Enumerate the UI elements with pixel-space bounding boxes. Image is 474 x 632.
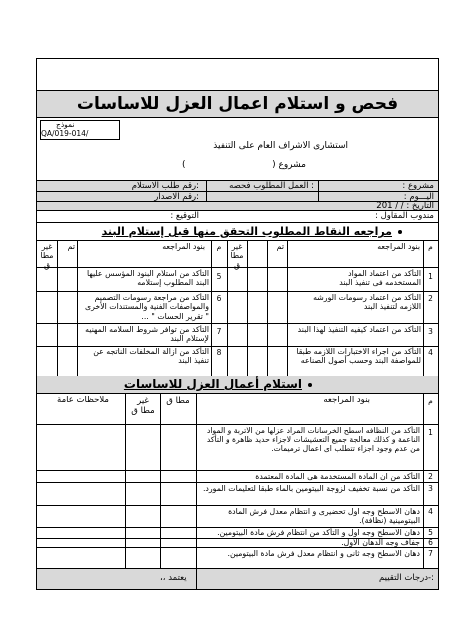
info-work-requested: : العمل المطلوب فحصه bbox=[229, 181, 314, 191]
project-label: مشروع ( bbox=[272, 160, 306, 170]
section1-title: مراجعه النقاط المطلوب التحقق منها قبل إستلام البند bbox=[102, 225, 402, 238]
s1-row-text: التأكد من ازالة المخلفات الناتجه عن تنفيذ البند bbox=[93, 347, 209, 366]
s2-row-num: 3 bbox=[428, 484, 433, 493]
s2-row-num: 4 bbox=[428, 507, 433, 516]
s2-row-num: 1 bbox=[428, 428, 433, 437]
s1-header-yes-left: تم bbox=[67, 242, 75, 251]
s2-row-text: التأكد من نسبة تخفيف لزوجة البيتومين بالماء طبقا لتعليمات المورد. bbox=[202, 484, 420, 493]
s1-header-num-right: م bbox=[428, 242, 433, 251]
s1-header-items-left: بنود المراجعه bbox=[162, 242, 205, 251]
s1-row-num: 4 bbox=[428, 348, 433, 357]
s2-row-text: جفاف وجه الدهان الاول. bbox=[341, 538, 420, 547]
s1-row-text: التأكد من مراجعة رسومات التصميم والمواصفات الفنية والمستندات الأخرى " تقرير الحسات " ... bbox=[84, 293, 209, 321]
footer-bar bbox=[37, 569, 438, 589]
s2-header-items: بنود المراجعه bbox=[323, 396, 370, 405]
s2-row-num: 2 bbox=[428, 472, 433, 481]
s1-row-text: التأكد من اعتماد المواد المستخدمه فى تنفيذ البند bbox=[339, 269, 421, 288]
s1-row-num: 8 bbox=[216, 348, 222, 357]
section2-title: استلام أعمال العزل للاساسات bbox=[124, 377, 312, 391]
form-code: QA/019-014/ bbox=[41, 129, 89, 138]
s2-row-num: 7 bbox=[428, 549, 433, 558]
s1-header-items-right: بنود المراجعه bbox=[377, 242, 420, 251]
info-day: اليـــوم : bbox=[403, 192, 434, 202]
s1-row-num: 7 bbox=[216, 327, 222, 336]
s1-header-no-right: غير مطا ق bbox=[230, 242, 244, 270]
s1-row-num: 6 bbox=[216, 294, 222, 303]
s1-row-num: 2 bbox=[428, 294, 433, 303]
s2-row-text: دهان الاسطح وجه اول تحضيرى و انتظام معدل فرش المادة البيتومينية (نظافة). bbox=[228, 507, 420, 526]
info-project: مشروع : bbox=[402, 181, 434, 191]
s2-row-text: التأكد من النظافه اسطح الخرسانات المراد عزلها من الاتربة و المواد الناعمة و كذلك معالجة جميع التعشيشات لاجزاء حديد ظاهرة و التأكد من عدم وجود اجزاء تتطلب اى اعمال ترميمات. bbox=[206, 426, 420, 453]
s2-header-notes: ملاحظات عامة bbox=[57, 396, 109, 405]
s2-row-text: التأكد من ان المادة المستخدمة هى المادة المعتمدة bbox=[255, 472, 420, 481]
s2-row-text: دهان الاسطح وجه اول و التأكد من انتظام فرش مادة البيتومين. bbox=[217, 528, 420, 537]
s2-row-num: 6 bbox=[428, 538, 433, 547]
s1-row-text: التأكد من اجراء الاختبارات اللازمه طبقا للمواصفة البند وحسب أصول الصناعه bbox=[296, 347, 421, 366]
s1-row-text: التأكد من اعتماد كيفيه التنفيذ لهذا البند bbox=[297, 325, 421, 334]
bullet-icon bbox=[308, 383, 312, 387]
info-request-no: :رقم طلب الاستلام bbox=[131, 181, 199, 191]
s1-row-text: التأكد من اعتماد رسومات الورشه اللازمه لتنفيذ البند bbox=[313, 293, 421, 312]
rating-label: :-درجات التقييم bbox=[379, 573, 434, 583]
s1-row-text: التأكد من استلام البنود المؤسس عليها البند المطلوب إستلامه bbox=[87, 269, 209, 288]
s1-header-num-left: م bbox=[216, 242, 222, 251]
s2-row-text: دهان الاسطح وجه ثانى و انتظام معدل فرش مادة البيتومين. bbox=[227, 549, 420, 558]
s1-header-no-left: غير مطا ق bbox=[40, 242, 54, 270]
info-issue-no: :رقم الاصدار bbox=[154, 192, 199, 202]
form-label: نموذج bbox=[56, 120, 75, 129]
info-contractor-rep: مندوب المقاول : bbox=[375, 211, 434, 221]
page-title: فحص و استلام اعمال العزل للاساسات bbox=[76, 94, 399, 114]
s2-header-match: مطا ق bbox=[166, 396, 190, 406]
s1-row-num: 3 bbox=[428, 327, 433, 336]
info-date: التاريخ : / / 201 bbox=[376, 201, 434, 211]
s1-header-yes-right: تم bbox=[276, 242, 284, 251]
approved-label: يعتمد ،، bbox=[160, 573, 187, 583]
project-close: ) bbox=[182, 160, 186, 170]
s1-row-num: 1 bbox=[428, 272, 433, 281]
s1-row-num: 5 bbox=[216, 272, 222, 281]
consultant-line: استشارى الاشراف العام على التنفيذ bbox=[213, 141, 348, 151]
s2-header-num: م bbox=[428, 396, 433, 405]
s2-row-num: 5 bbox=[428, 528, 433, 537]
s1-row-text: التأكد من توافر شروط السلامه المهنيه لإستلام البند bbox=[85, 325, 209, 344]
s2-header-nomatch: غير مطا ق bbox=[131, 396, 155, 416]
bullet-icon bbox=[398, 230, 402, 234]
info-signature: التوقيع : bbox=[170, 211, 199, 221]
